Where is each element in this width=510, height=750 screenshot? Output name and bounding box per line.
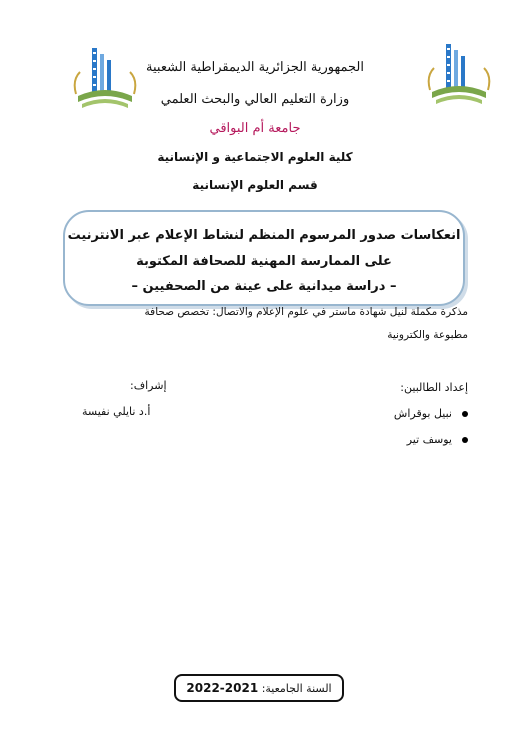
students-label: إعداد الطالبين: — [400, 381, 468, 394]
student-item — [407, 433, 468, 446]
academic-year-box — [174, 674, 344, 702]
student-item — [394, 407, 468, 420]
republic-heading: الجمهورية الجزائرية الديمقراطية الشعبية — [146, 60, 364, 75]
thesis-title-line-2: على الممارسة المهنية للصحافة المكتوبة — [136, 254, 392, 269]
thesis-title-line-3: – دراسة ميدانية على عينة من الصحفيين – — [131, 279, 397, 294]
memo-description-line-2: مطبوعة والكترونية — [387, 329, 468, 341]
memo-description-line-1: مذكرة مكملة لنيل شهادة ماستر في علوم الإعلام والاتصال: تخصص صحافة — [144, 306, 468, 318]
university-heading: جامعة أم البواقي — [209, 121, 301, 136]
bullet-icon — [462, 437, 468, 443]
thesis-title-frame — [63, 210, 465, 306]
academic-year-label: السنة الجامعية: — [261, 682, 332, 695]
bullet-icon — [462, 411, 468, 417]
ministry-heading: وزارة التعليم العالي والبحث العلمي — [160, 92, 350, 107]
academic-year-value: 2021-2022 — [186, 681, 259, 695]
department-heading: قسم العلوم الإنسانية — [192, 178, 318, 192]
faculty-heading: كلية العلوم الاجتماعية و الإنسانية — [157, 150, 353, 164]
thesis-title-line-1: انعكاسات صدور المرسوم المنظم لنشاط الإعلام عبر الانترنيت — [67, 228, 461, 243]
student-name: يوسف تير — [406, 433, 452, 446]
supervisor-name: أ.د نايلي نفيسة — [82, 405, 151, 418]
supervisor-label: إشراف: — [130, 379, 167, 392]
student-name: نبيل بوقراش — [393, 407, 452, 420]
